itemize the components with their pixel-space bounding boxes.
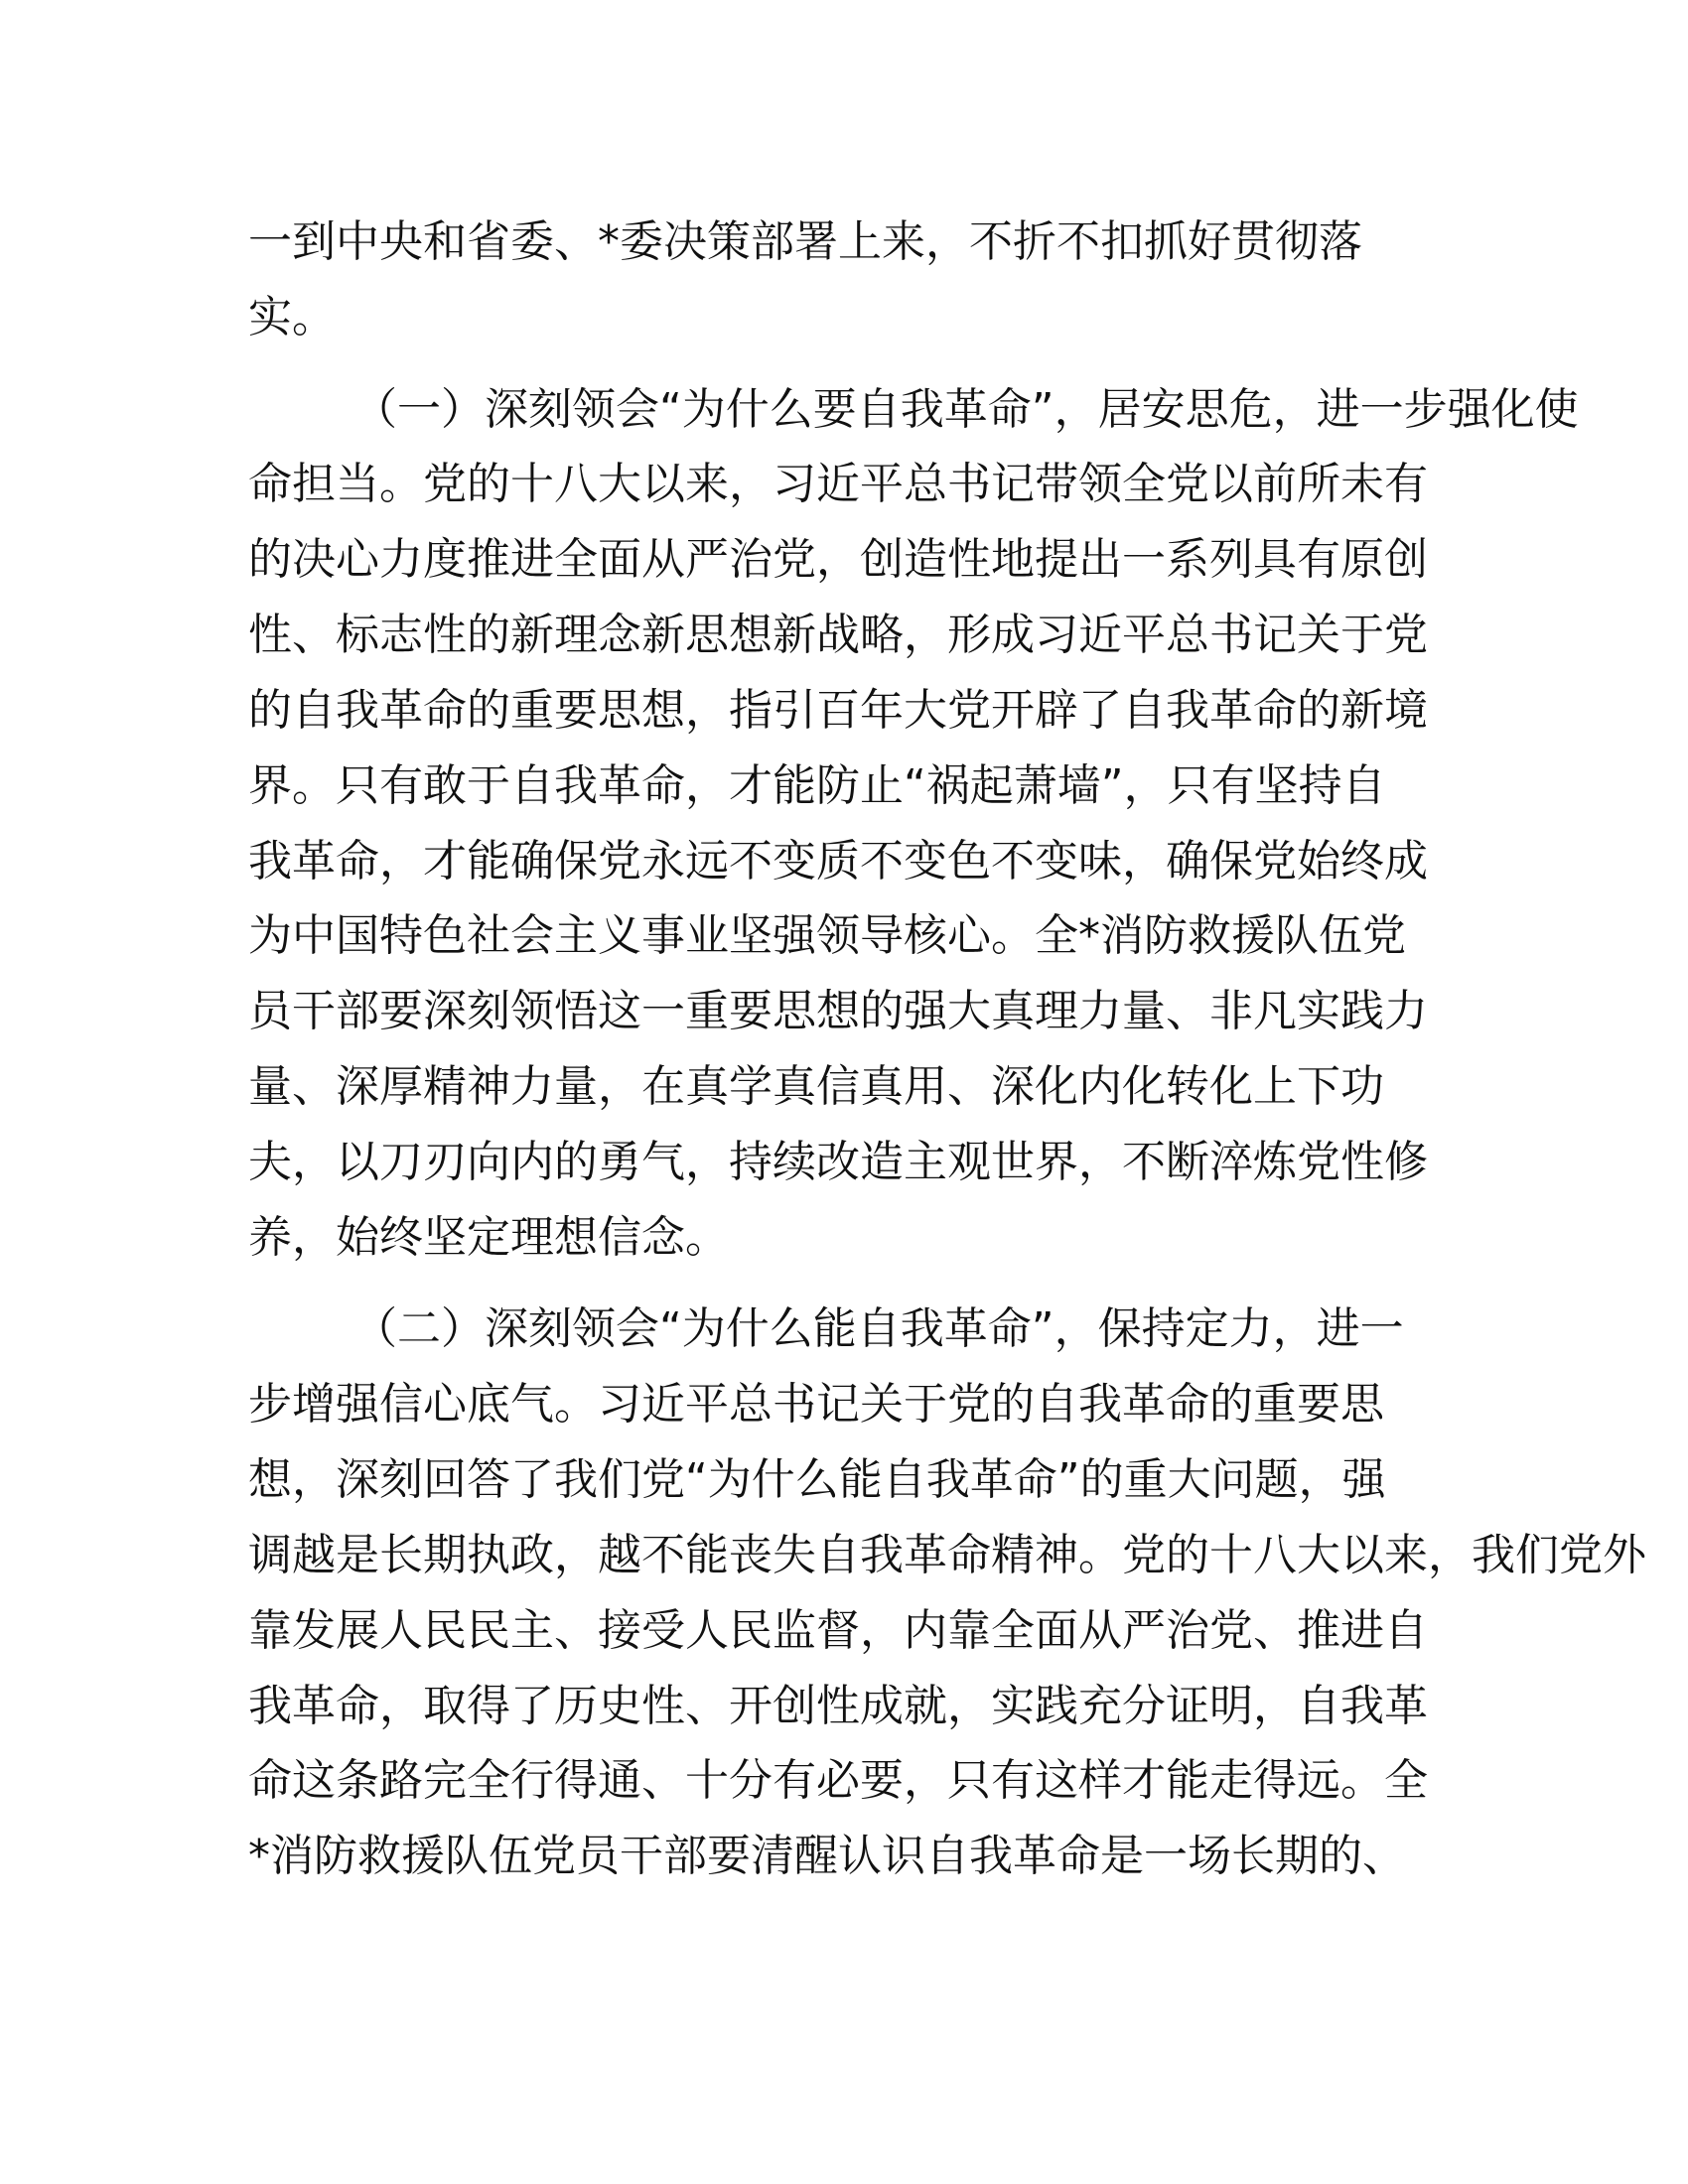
section-heading-line: （二）深刻领会“为什么能自我革命”，保持定力，进一 [353, 1303, 1404, 1354]
text-line: 我革命，才能确保党永远不变质不变色不变味，确保党始终成 [248, 836, 1428, 887]
text-line: 夫，以刀刃向内的勇气，持续改造主观世界，不断淬炼党性修 [248, 1137, 1428, 1187]
text-line: 养，始终坚定理想信念。 [248, 1212, 729, 1263]
text-line: 性、标志性的新理念新思想新战略，形成习近平总书记关于党 [248, 610, 1428, 660]
text-line: 实。 [248, 292, 336, 342]
text-line: 命这条路完全行得通、十分有必要，只有这样才能走得远。全 [248, 1755, 1428, 1806]
text-line: 的自我革命的重要思想，指引百年大党开辟了自我革命的新境 [248, 685, 1428, 736]
text-line: 界。只有敢于自我革命，才能防止“祸起萧墙”，只有坚持自 [248, 760, 1386, 811]
text-line: 步增强信心底气。习近平总书记关于党的自我革命的重要思 [248, 1379, 1384, 1430]
section-heading-line: （一）深刻领会“为什么要自我革命”，居安思危，进一步强化使 [353, 384, 1579, 435]
text-line: 调越是长期执政，越不能丧失自我革命精神。党的十八大以来，我们党外 [248, 1530, 1646, 1580]
text-line: 为中国特色社会主义事业坚强领导核心。全*消防救援队伍党 [248, 910, 1406, 961]
text-line: 命担当。党的十八大以来，习近平总书记带领全党以前所未有 [248, 459, 1428, 509]
text-line: *消防救援队伍党员干部要清醒认识自我革命是一场长期的、 [248, 1831, 1406, 1881]
text-line: 我革命，取得了历史性、开创性成就，实践充分证明，自我革 [248, 1681, 1428, 1731]
text-line: 的决心力度推进全面从严治党，创造性地提出一系列具有原创 [248, 534, 1428, 585]
text-line: 想，深刻回答了我们党“为什么能自我革命”的重大问题，强 [248, 1454, 1386, 1505]
text-line: 量、深厚精神力量，在真学真信真用、深化内化转化上下功 [248, 1061, 1384, 1112]
text-line: 员干部要深刻领悟这一重要思想的强大真理力量、非凡实践力 [248, 986, 1428, 1036]
text-line: 一到中央和省委、*委决策部署上来，不折不扣抓好贯彻落 [248, 216, 1362, 267]
text-line: 靠发展人民民主、接受人民监督，内靠全面从严治党、推进自 [248, 1605, 1428, 1656]
